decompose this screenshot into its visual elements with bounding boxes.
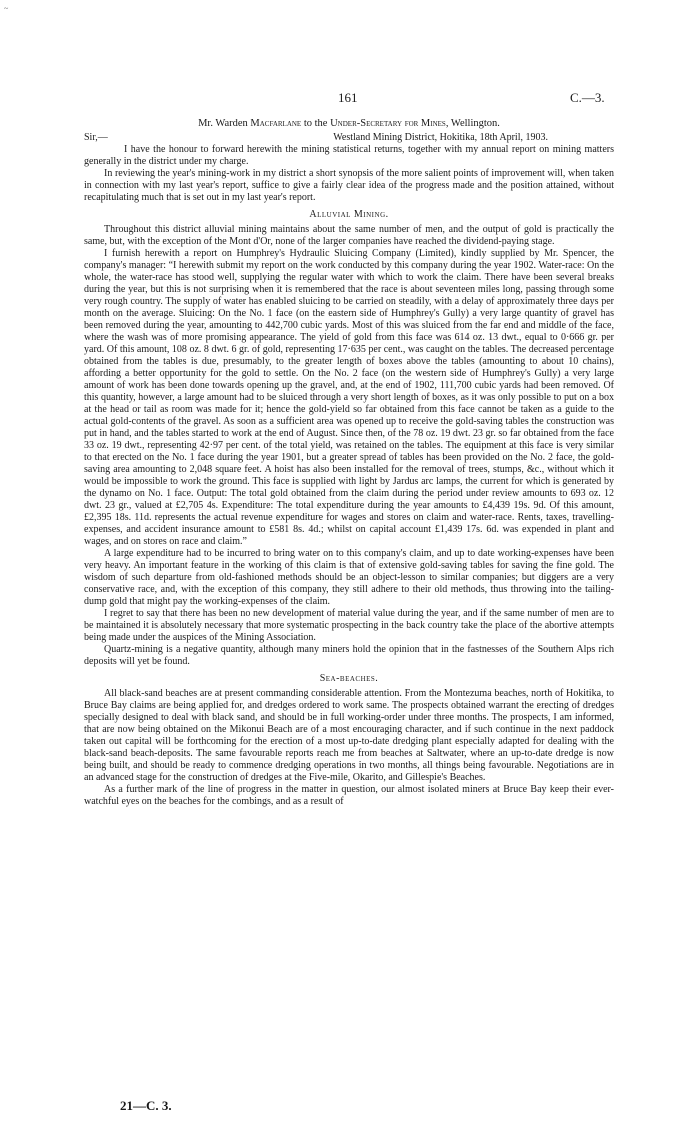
signature-mark: 21—C. 3.	[120, 1098, 172, 1113]
title-mid: to the	[301, 118, 331, 129]
document-code: C.—3.	[570, 90, 605, 105]
alluvial-paragraph: Quartz-mining is a negative quantity, although many miners hold the opinion that in the fastnesses of the Southern Alps rich deposits will yet be found.	[84, 644, 614, 667]
alluvial-paragraph: A large expenditure had to be incurred to bring water on to this company's claim, and up to date working-expenses have been very heavy. An important feature in the working of this claim is that of extensive gold-saving tables for saving the fine gold. The wisdom of such departure from old-fashioned methods should be an object-lesson to similar companies; but diggers are a very conservative race, and, with the exception of this company, they still adhere to their old methods, thus throwing into the tailing-dump gold that might pay the working-expenses of the claim.	[84, 548, 614, 607]
title-suffix: , Wellington.	[445, 118, 500, 129]
alluvial-paragraph: I regret to say that there has been no new development of material value during the year, and if the same number of men are to be maintained it is absolutely necessary that more systematic prospecting in the back country take the place of the abortive attempts being made under the auspices of the Mining Association.	[84, 608, 614, 643]
title-name: Macfarlane	[250, 118, 302, 129]
alluvial-paragraph: I furnish herewith a report on Humphrey's Hydraulic Sluicing Company (Limited), kindly supplied by Mr. Spencer, the company's manager: “I herewith submit my report on the work conducted by this company during the year 1902. Water-race: On the whole, the water-race has stood well, supplying the regular water with which to work the claim. There have been several breaks during the year, but this is not surprising when it is remembered that the race is about seventeen miles long, passing through some very rough country. The supply of water has enabled sluicing to be carried on steadily, with a delay of approximately three days per month on the average. Sluicing: On the No. 1 face (on the eastern side of Humphrey's Gully) a very large quantity of gravel has been removed during the year, amounting to 442,700 cubic yards. Most of this was sluiced from the far end and middle of the face, where the wash was of more promising appearance. The yield of gold from this face was 614 oz. 13 dwt., equal to 0·666 gr. per yard. Of this amount, 108 oz. 8 dwt. 6 gr. of gold, representing 17·635 per cent., was caught on the tables. The decreased percentage obtained from the tables is due, presumably, to the greater length of boxes above the tables (amounting to about 10 chains), affording a better opportunity for the gold to settle. On the No. 2 face (on the western side of Humphrey's Gully) a very large amount of work has been done towards opening up the gravel, and, at the end of 1902, 111,700 cubic yards had been removed. Of this quantity, however, a large amount had to be sluiced through a very short length of boxes, as it was only possible to put on a box at the head or tail as room was made for it; hence the gold-yield so far obtained from this face cannot be taken as a guide to the actual gold-contents of the gravel. As soon as a sufficient area was opened up to receive the gold-saving tables the construction was put in hand, and the tables started to work at the end of August. Since then, of the 78 oz. 19 dwt. 23 gr. so far obtained from the face 33 oz. 19 dwt., representing 42·97 per cent. of the total yield, was retained on the tables. The equipment at this face is very similar to that erected on the No. 1 face during the year 1901, but a greater spread of tables has been provided on the No. 2 face, the gold-saving area amounting to 2,048 square feet. A hoist has also been installed for the removal of trees, stumps, &c., without which it would be impossible to work the ground. This face is supplied with light by Jardus arc lamps, the current for which is generated by the dynamo on No. 1 face. Output: The total gold obtained from the claim during the period under review amounts to 693 oz. 12 dwt. 23 gr., valued at £2,705 4s. Expenditure: The total expenditure during the year amounts to £4,439 19s. 9d. Of this amount, £2,395 18s. 11d. represents the actual revenue expenditure for wages and stores on claim and water-race. Rents, taxes, travelling-expenses, and accident insurance amount to £581 8s. 4d.; whilst on capital account £1,439 17s. 6d. was expended in plant and wages, and on stores on race and claim.”	[84, 248, 614, 547]
alluvial-paragraph: Throughout this district alluvial mining maintains about the same number of men, and the output of gold is practically the same, but, with the exception of the Mont d'Or, none of the larger companies have reached the dividend-paying stage.	[84, 224, 614, 247]
title-recipient: Under-Secretary for Mines	[330, 118, 446, 129]
document-body	[84, 88, 614, 808]
intro-paragraph: In reviewing the year's mining-work in my district a short synopsis of the more salient points of improvement will, when taken in connection with my last year's report, suffice to give a fairly clear idea of the progress made and the position attained, without recapitulating much that is set out in my last year's report.	[84, 168, 614, 203]
sea-beaches-paragraph: As a further mark of the line of progress in the matter in question, our almost isolated miners at Bruce Bay keep their ever-watchful eyes on the beaches for the combings, and as a result of	[84, 784, 614, 807]
margin-mark: ~	[4, 4, 9, 13]
location-date: Westland Mining District, Hokitika, 18th April, 1903.	[333, 132, 548, 143]
sea-beaches-paragraph: All black-sand beaches are at present commanding considerable attention. From the Montezuma beaches, north of Hokitika, to Bruce Bay claims are being applied for, and dredges ordered to work same. The prospects obtained warrant the erecting of dredges specially designed to deal with black sand, and should be in full working-order under three months. The prospects, I am informed, that are now being obtained on the Mikonui Beach are of a most encouraging character, and if such continue in the next paddock taken out capital will be forthcoming for the erection of a most up-to-date dredging plant especially adapted for dealing with the black-sand beach-deposits. The same favourable reports reach me from beaches at Saltwater, where an up-to-date dredge is now being built, and should be ready to commence dredging operations in two months, all things being favourable. Negotiations are in an advanced stage for the construction of dredges at the Five-mile, Okarito, and Gillespie's Beaches.	[84, 688, 614, 783]
section-heading-sea-beaches: Sea-beaches.	[319, 673, 379, 684]
section-heading-alluvial: Alluvial Mining.	[309, 209, 389, 220]
title-prefix: Mr. Warden	[198, 118, 251, 129]
page-number: 161	[338, 90, 358, 105]
intro-paragraph: I have the honour to forward herewith the mining statistical returns, together with my annual report on mining matters generally in the district under my charge.	[84, 144, 614, 167]
salutation-row	[84, 132, 614, 144]
salutation: Sir,—	[84, 132, 108, 143]
letter-title	[84, 118, 614, 130]
